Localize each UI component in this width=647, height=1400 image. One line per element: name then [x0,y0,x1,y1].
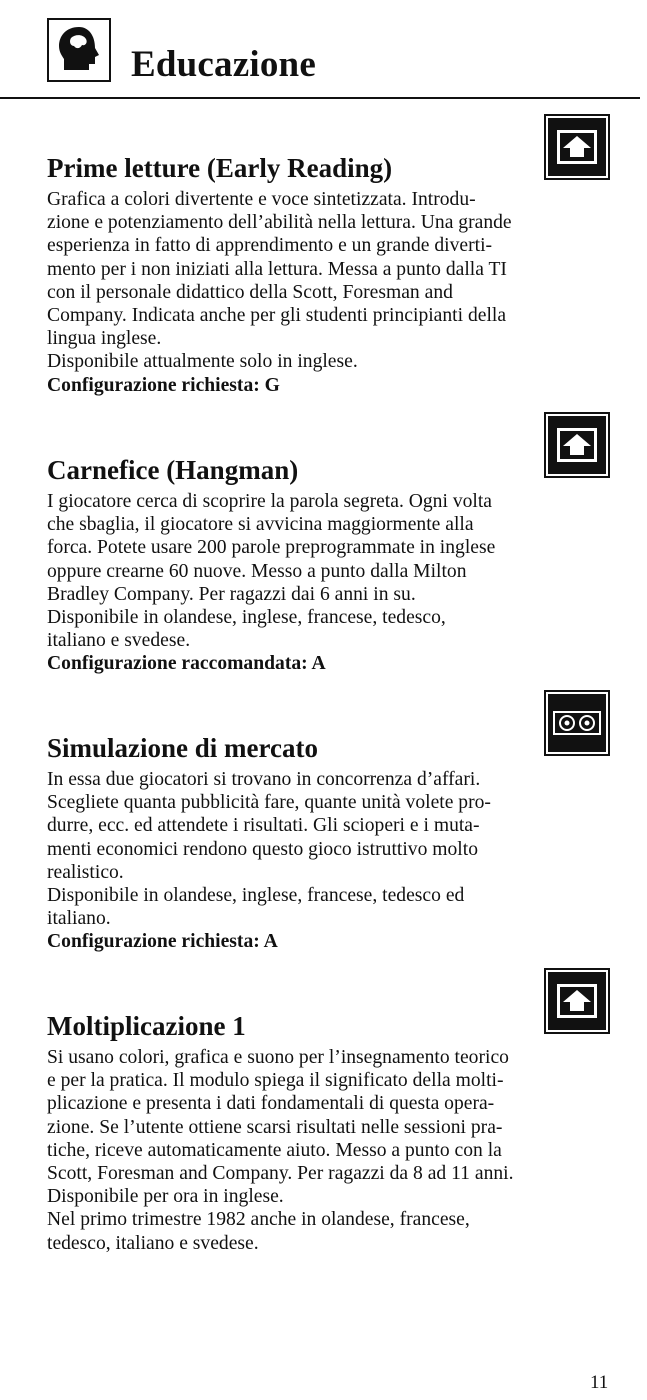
section-configuration: Configurazione richiesta: G [47,374,280,396]
section-configuration: Configurazione raccomandata: A [47,653,326,675]
section-description: Si usano colori, grafica e suono per l’insegnamento teorico e per la pratica. Il modulo spiega il significato della molti- plicazione e presenta i dati fondamentali di questa opera- zione. Se l’utente ottiene scarsi risultati nelle sessioni pra- tiche, riceve automaticamente aiuto. Messo a punto con la Scott, Foresman and Company. Per ragazzi da 8 ad 11 anni. Disponibile per ora in inglese. Nel primo trimestre 1982 anche in olandese, francese, tedesco, italiano e svedese. [47,1047,514,1254]
section-description: I giocatore cerca di scoprire la parola segreta. Ogni volta che sbaglia, il giocatore si avvicina maggiormente alla forca. Potete usare 200 parole preprogrammate in inglese oppure crearne 60 nuove. Messo a punto dalla Milton Bradley Company. Per ragazzi dai 6 anni in su. Disponibile in olandese, inglese, francese, tedesco, italiano e svedese. [47,491,496,652]
section-configuration: Configurazione richiesta: A [47,931,278,953]
section-description: Grafica a colori divertente e voce sintetizzata. Introdu- zione e potenziamento dell’abilità nella lettura. Una grande esperienza in fatto di apprendimento e un grande diverti- mento per i non iniziati alla lettura. Messa a punto dalla TI con il personale didattico della Scott, Foresman and Company. Indicata anche per gli studenti principianti della lingua inglese. Disponibile attualmente solo in inglese. [47,189,512,373]
page-number: 11 [590,1372,609,1393]
section-early-reading [47,152,627,397]
section-multiplication [47,1010,627,1255]
section-title: Carnefice (Hangman) [47,455,299,485]
section-title: Moltiplicazione 1 [47,1011,246,1041]
section-market-simulation [47,732,627,954]
section-description: In essa due giocatori si trovano in concorrenza d’affari. Scegliete quanta pubblicità fare, quante unità volete pro- durre, ecc. ed attendete i risultati. Gli scioperi e i muta- menti economici rendono questo gioco istruttivo molto realistico. Disponibile in olandese, inglese, francese, tedesco ed italiano. [47,769,491,930]
page-header [0,0,647,100]
section-title: Simulazione di mercato [47,733,318,763]
header-divider [0,97,640,99]
section-title: Prime letture (Early Reading) [47,153,393,183]
head-silhouette-icon [47,18,111,82]
page-title: Educazione [131,44,316,85]
section-hangman [47,454,627,676]
